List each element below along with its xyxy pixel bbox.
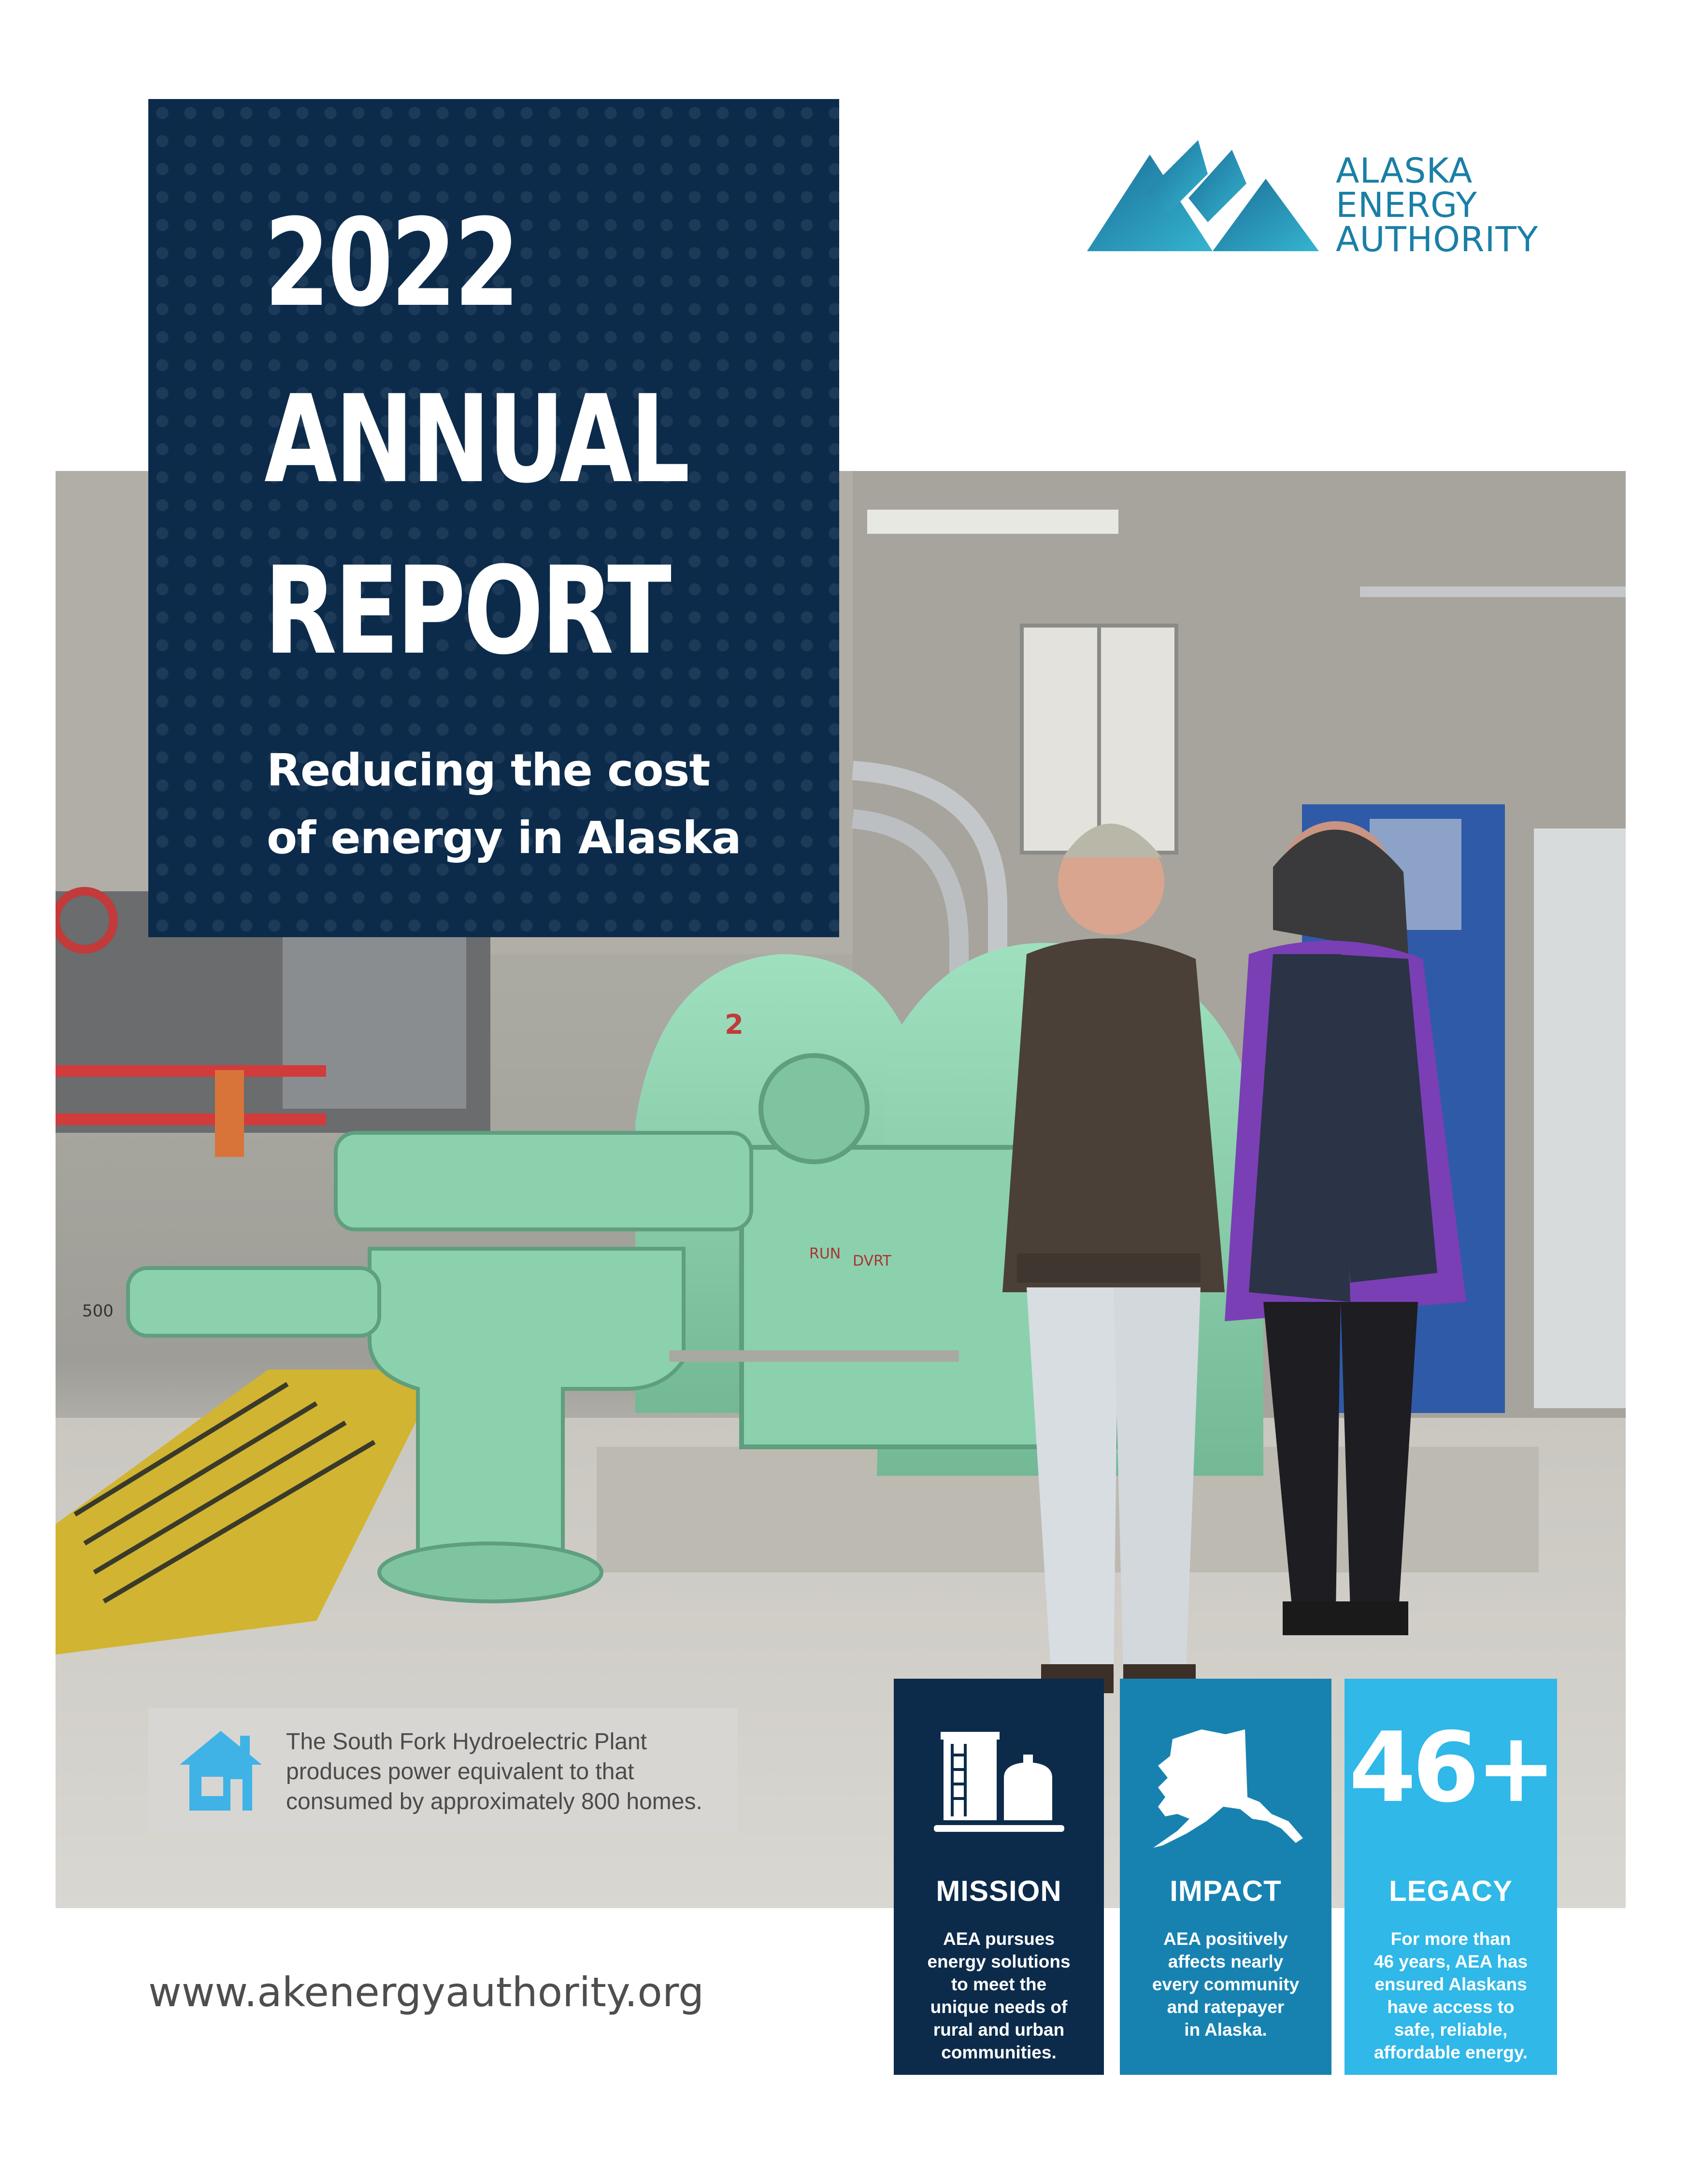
legacy-line: ensured Alaskans [1374,1974,1527,1994]
legacy-line: For more than [1390,1929,1511,1949]
mission-line: to meet the [951,1974,1047,1994]
house-icon [180,1731,262,1811]
alaska-map-icon [1144,1725,1308,1855]
legacy-text [1354,1927,1547,2064]
caption-line-2: produces power equivalent to that [286,1759,634,1784]
mountain-logo-icon [1087,140,1329,251]
legacy-line: have access to [1387,1997,1515,2017]
impact-box [1120,1679,1331,2075]
logo-line-1: ALASKA [1336,151,1473,191]
caption-line-3: consumed by approximately 800 homes. [286,1789,702,1814]
subtitle-line-1: Reducing the cost [267,744,710,796]
legacy-line: affordable energy. [1373,2042,1528,2062]
impact-line: affects nearly [1168,1952,1284,1971]
legacy-heading: LEGACY [1388,1875,1513,1907]
logo-wordmark [1336,151,1539,259]
mission-line: communities. [941,2042,1057,2062]
photo-caption [148,1708,738,1833]
impact-line: AEA positively [1163,1929,1288,1949]
mission-line: AEA pursues [943,1929,1055,1949]
logo-line-2: ENERGY [1336,185,1478,225]
mission-line: energy solutions [927,1952,1071,1971]
impact-line: every community [1152,1974,1300,1994]
pipe-size-label: 500 [82,1301,114,1321]
legacy-years-number: 46+ [1349,1712,1553,1824]
caption-line-1: The South Fork Hydroelectric Plant [286,1729,647,1755]
mission-line: rural and urban [933,2020,1065,2040]
logo-line-3: AUTHORITY [1336,219,1539,259]
storage-tanks-icon [934,1725,1064,1841]
legacy-box [1345,1679,1557,2075]
run-label: RUN [809,1245,841,1262]
title-year: 2022 [264,193,518,333]
legacy-line: safe, reliable, [1394,2020,1508,2040]
subtitle-line-2: of energy in Alaska [267,812,741,864]
legacy-line: 46 years, AEA has [1373,1952,1528,1971]
mission-heading: MISSION [936,1875,1062,1907]
mission-box [894,1679,1104,2075]
title-report: REPORT [264,541,670,681]
dvrt-label: DVRT [853,1253,892,1270]
mission-line: unique needs of [930,1997,1068,2017]
impact-text [1130,1927,1322,2041]
turbine-number-label: 2 [725,1009,744,1041]
impact-line: in Alaska. [1184,2020,1267,2040]
subtitle [267,737,741,872]
title-panel [148,99,839,937]
caption-text [286,1727,702,1817]
title-annual: ANNUAL [264,369,688,510]
aea-logo [1087,135,1546,261]
website-url[interactable]: www.akenergyauthority.org [148,1969,704,2016]
impact-heading: IMPACT [1170,1875,1282,1907]
mission-text [903,1927,1094,2064]
impact-line: and ratepayer [1167,1997,1285,2017]
